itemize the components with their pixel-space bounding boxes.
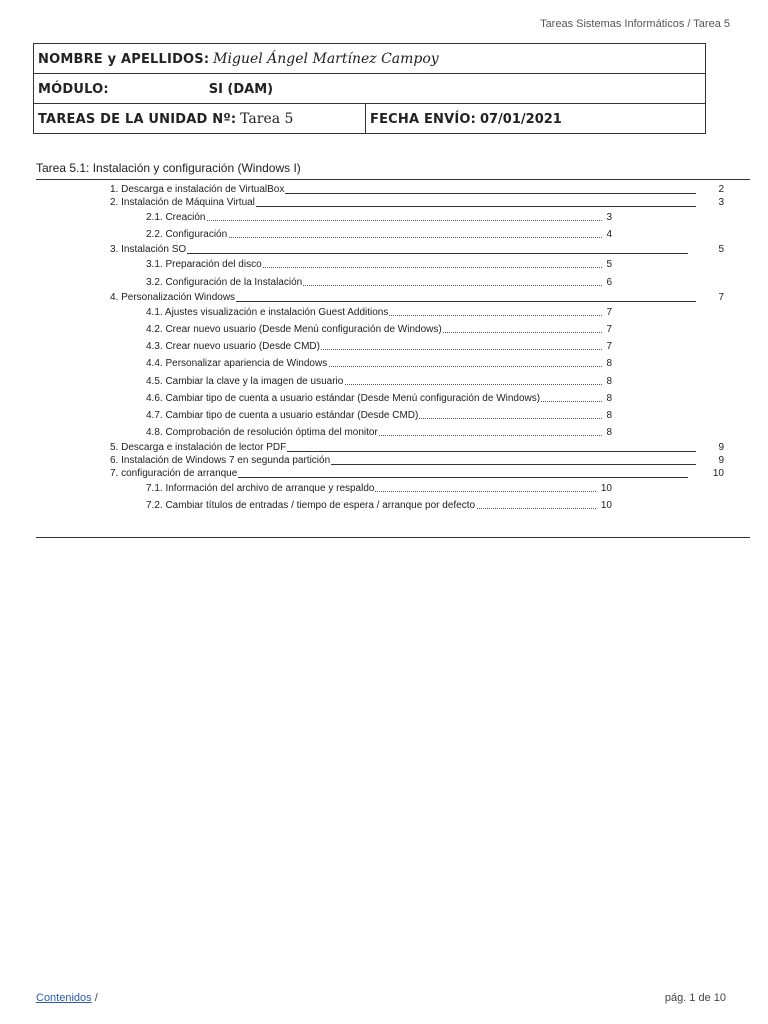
toc-entry-text: 4. Personalización Windows — [110, 291, 236, 303]
toc-entry-text: 4.1. Ajustes visualización e instalación Guest Additions — [146, 304, 389, 321]
running-header: Tareas Sistemas Informáticos / Tarea 5 — [540, 18, 730, 30]
toc-entry-text: 4.3. Crear nuevo usuario (Desde CMD) — [146, 338, 321, 355]
toc-entry-text: 1. Descarga e instalación de VirtualBox — [110, 184, 285, 195]
toc-entry-page: 5 — [718, 244, 724, 256]
toc-item[interactable] — [0, 183, 768, 196]
section-bottom-rule — [36, 537, 750, 538]
unit-date-row — [34, 104, 706, 134]
toc-item[interactable] — [0, 256, 768, 273]
toc-item[interactable] — [0, 291, 768, 304]
toc-entry-text: 7.1. Información del archivo de arranque y respaldo — [146, 480, 375, 497]
toc-entry-page: 7 — [606, 306, 612, 318]
toc-entry-page: 5 — [606, 259, 612, 271]
toc-entry-text: 2.2. Configuración — [146, 226, 228, 243]
toc-item[interactable] — [0, 454, 768, 467]
name-cell — [34, 44, 706, 74]
toc-item[interactable] — [0, 209, 768, 226]
unit-value: Tarea 5 — [240, 111, 294, 127]
toc-entry-text: 4.8. Comprobación de resolución óptima del monitor — [146, 424, 379, 441]
toc-item[interactable] — [0, 243, 768, 256]
toc-entry-text: 3.1. Preparación del disco — [146, 256, 263, 273]
toc-item[interactable] — [0, 355, 768, 372]
name-row — [34, 44, 706, 74]
toc-entry-page: 4 — [606, 229, 612, 241]
toc-entry-text: 2. Instalación de Máquina Virtual — [110, 197, 255, 208]
toc-entry-page: 9 — [718, 442, 724, 454]
toc-entry-page: 10 — [600, 483, 612, 495]
toc-item[interactable] — [0, 480, 768, 497]
toc-item[interactable] — [0, 373, 768, 390]
footer-separator: / — [94, 992, 98, 1004]
toc-entry-text: 4.7. Cambiar tipo de cuenta a usuario estándar (Desde CMD) — [146, 407, 419, 424]
toc-item[interactable] — [0, 497, 768, 514]
toc-entry-text: 2.1. Creación — [146, 209, 206, 226]
contents-link[interactable]: Contenidos — [36, 992, 92, 1004]
name-value: Miguel Ángel Martínez Campoy — [213, 51, 439, 67]
section-top-rule — [36, 179, 750, 180]
page-number: pág. 1 de 10 — [664, 992, 726, 1004]
toc-entry-page: 10 — [712, 468, 724, 480]
toc-item[interactable] — [0, 390, 768, 407]
toc-entry-text: 6. Instalación de Windows 7 en segunda partición — [110, 455, 331, 467]
toc-item[interactable] — [0, 407, 768, 424]
toc-entry-page: 3 — [606, 212, 612, 223]
toc-item[interactable] — [0, 196, 768, 209]
module-label: MÓDULO: — [38, 82, 109, 97]
toc-item[interactable] — [0, 226, 768, 243]
toc-entry-text: 4.2. Crear nuevo usuario (Desde Menú configuración de Windows) — [146, 321, 443, 338]
toc-item[interactable] — [0, 321, 768, 338]
toc-entry-page: 8 — [606, 427, 612, 439]
table-of-contents — [0, 183, 768, 515]
section-title: Tarea 5.1: Instalación y configuración (Windows I) — [36, 161, 301, 175]
toc-entry-text: 7. configuración de arranque — [110, 468, 238, 480]
module-value: SI (DAM) — [208, 82, 274, 97]
toc-entry-text: 7.2. Cambiar títulos de entradas / tiempo de espera / arranque por defecto — [146, 497, 476, 514]
toc-item[interactable] — [0, 338, 768, 355]
toc-item[interactable] — [0, 467, 768, 480]
date-value: 07/01/2021 — [479, 112, 562, 127]
unit-cell — [34, 104, 366, 134]
toc-item[interactable] — [0, 424, 768, 441]
toc-entry-page: 2 — [718, 184, 724, 195]
toc-entry-text: 4.6. Cambiar tipo de cuenta a usuario estándar (Desde Menú configuración de Windows) — [146, 390, 541, 407]
date-cell — [366, 104, 706, 134]
toc-entry-page: 9 — [718, 455, 724, 467]
toc-leader — [110, 253, 688, 254]
toc-item[interactable] — [0, 441, 768, 454]
toc-entry-text: 3. Instalación SO — [110, 244, 187, 256]
footer-nav — [36, 992, 98, 1004]
toc-item[interactable] — [0, 274, 768, 291]
toc-entry-text: 4.5. Cambiar la clave y la imagen de usuario — [146, 373, 344, 390]
student-info-table — [33, 43, 706, 134]
toc-entry-page: 7 — [606, 341, 612, 353]
module-cell — [34, 74, 706, 104]
toc-item[interactable] — [0, 304, 768, 321]
toc-entry-page: 7 — [718, 291, 724, 303]
module-row — [34, 74, 706, 104]
toc-entry-page: 10 — [600, 500, 612, 512]
toc-entry-page: 3 — [718, 197, 724, 208]
unit-label: TAREAS DE LA UNIDAD Nº: — [38, 112, 237, 127]
toc-entry-page: 8 — [606, 409, 612, 421]
toc-entry-page: 8 — [606, 392, 612, 404]
toc-entry-text: 4.4. Personalizar apariencia de Windows — [146, 355, 328, 372]
name-label: NOMBRE y APELLIDOS: — [38, 52, 210, 67]
toc-entry-text: 3.2. Configuración de la Instalación — [146, 274, 303, 291]
toc-entry-text: 5. Descarga e instalación de lector PDF — [110, 442, 287, 454]
toc-entry-page: 7 — [606, 323, 612, 335]
toc-leader — [146, 215, 602, 221]
toc-entry-page: 8 — [606, 358, 612, 370]
date-label: FECHA ENVÍO: — [370, 112, 477, 127]
toc-entry-page: 6 — [606, 276, 612, 288]
toc-entry-page: 8 — [606, 375, 612, 387]
